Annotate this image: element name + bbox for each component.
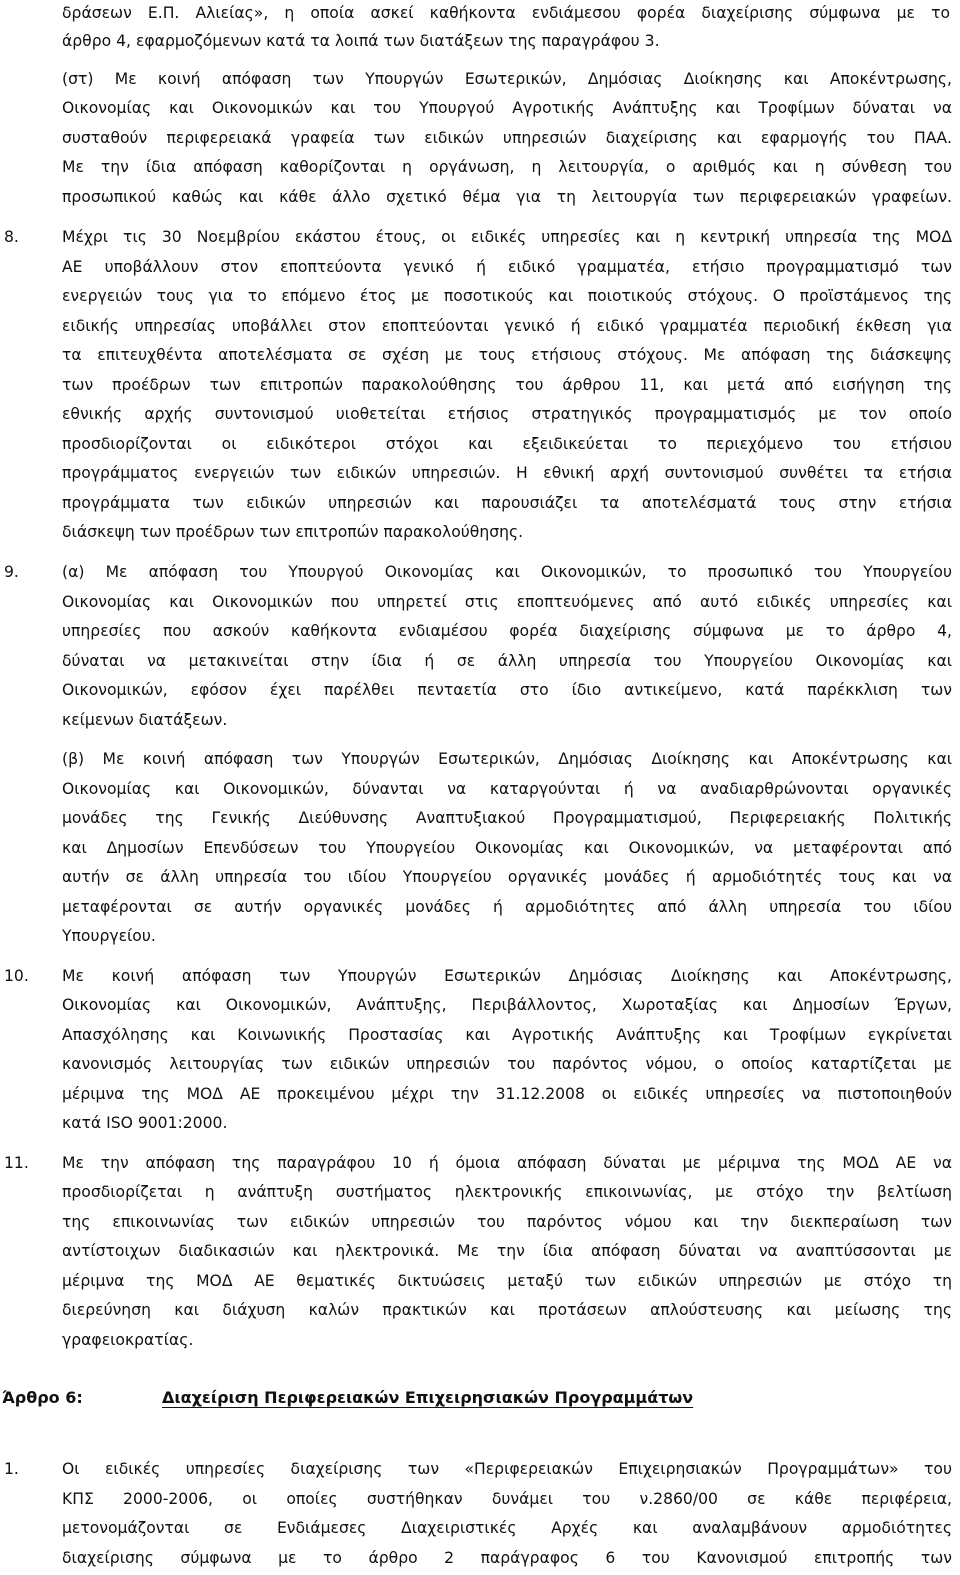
text-line: αυτήν σε άλλη υπηρεσία του ιδίου Υπουργείου οργανικές μονάδες ή αρμοδιότητές τους και να (62, 868, 952, 886)
item-number: 9. (4, 563, 19, 581)
text-line: Οικονομίας και Οικονομικών, δύνανται να καταργούνται ή να αναδιαρθρώνονται οργανικές (62, 780, 952, 798)
text-line: Οικονομίας και Οικονομικών που υπηρετεί στις εποπτευόμενες από αυτό ειδικές υπηρεσίες και (62, 593, 952, 611)
text-line: ΚΠΣ 2000-2006, οι οποίες συστήθηκαν δυνάμει του ν.2860/00 σε κάθε περιφέρεια, (62, 1490, 952, 1508)
text-line: των προέδρων των επιτροπών παρακολούθησης του άρθρου 11, και μετά από εισήγηση της (62, 376, 952, 394)
text-line: προγράμματος ενεργειών των ειδικών υπηρεσιών. Η εθνική αρχή συντονισμού συνθέτει τα ετήσια (62, 464, 952, 482)
text-line: ειδικής υπηρεσίας υποβάλλει στον εποπτεύονται γενικό ή ειδικό γραμματέα περιοδική έκθεση για (62, 317, 952, 335)
text-line: μέριμνα της ΜΟΔ ΑΕ θεματικές δικτυώσεις μεταξύ των ειδικών υπηρεσιών με στόχο τη (62, 1272, 952, 1290)
text-line: μονάδες της Γενικής Διεύθυνσης Αναπτυξιακού Προγραμματισμού, Περιφερειακής Πολιτικής (62, 809, 952, 827)
text-line: ΑΕ υποβάλλουν στον εποπτεύοντα γενικό ή ειδικό γραμματέα, ετήσιο προγραμματισμό των (62, 258, 952, 276)
text-line: κείμενων διατάξεων. (62, 711, 228, 729)
text-line: μεταφέρονται σε αυτήν οργανικές μονάδες ή αρμοδιότητες από άλλη υπηρεσία του ιδίου (62, 898, 952, 916)
text-line: (στ) Με κοινή απόφαση των Υπουργών Εσωτερικών, Δημόσιας Διοίκησης και Αποκέντρωσης, (62, 70, 952, 88)
text-line: ενεργειών τους για το επόμενο έτος με ποσοτικούς και ποιοτικούς στόχους. Ο προϊστάμενος της (62, 287, 952, 305)
text-line: προσδιορίζονται οι ειδικότεροι στόχοι και εξειδικεύεται το περιεχόμενο του ετήσιου (62, 435, 952, 453)
text-line: αντίστοιχων διαδικασιών και ηλεκτρονικά. Με την ίδια απόφαση δύναται να αναπτύσσονται με (62, 1242, 952, 1260)
text-line: διαχείρισης σύμφωνα με το άρθρο 2 παράγραφος 6 του Κανονισμού επιτροπής των (62, 1549, 952, 1567)
article-label: Άρθρο 6: (2, 1388, 83, 1407)
text-line: Με κοινή απόφαση των Υπουργών Εσωτερικών Δημόσιας Διοίκησης και Αποκέντρωσης, (62, 967, 952, 985)
text-line: Οικονομίας και Οικονομικών και του Υπουργού Αγροτικής Ανάπτυξης και Τροφίμων δύναται να (62, 99, 952, 117)
text-line: Με την ίδια απόφαση καθορίζονται η οργάνωση, η λειτουργία, ο αριθμός και η σύνθεση του (62, 158, 952, 176)
text-line: υπηρεσίες που ασκούν καθήκοντα ενδιαμέσου φορέα διαχείρισης σύμφωνα με το άρθρο 4, (62, 622, 952, 640)
text-line: Υπουργείου. (62, 927, 156, 945)
text-line: και Δημοσίων Επενδύσεων του Υπουργείου Οικονομίας και Οικονομικών, να μεταφέρονται από (62, 839, 952, 857)
text-line: γραφειοκρατίας. (62, 1331, 194, 1349)
article-title: Διαχείριση Περιφερειακών Επιχειρησιακών Προγραμμάτων (162, 1388, 694, 1407)
text-line: διερεύνηση και διάχυση καλών πρακτικών και προτάσεων απλούστευσης και μείωσης της (62, 1301, 952, 1319)
text-line: προγράμματα των ειδικών υπηρεσιών και παρουσιάζει τα αποτελέσματά τους στην ετήσια (62, 494, 952, 512)
item-number: 11. (4, 1154, 29, 1172)
text-line: τα επιτευχθέντα αποτελέσματα σε σχέση με τους ετήσιους στόχους. Με απόφαση της διάσκεψης (62, 346, 952, 364)
text-line: άρθρο 4, εφαρμοζόμενων κατά τα λοιπά των διατάξεων της παραγράφου 3. (62, 32, 660, 50)
text-line: δράσεων Ε.Π. Αλιείας», η οποία ασκεί καθήκοντα ενδιάμεσου φορέα διαχείρισης σύμφωνα με το (62, 4, 950, 22)
text-line: της επικοινωνίας των ειδικών υπηρεσιών του παρόντος νόμου και την διεκπεραίωση των (62, 1213, 952, 1231)
text-line: (α) Με απόφαση του Υπουργού Οικονομίας και Οικονομικών, το προσωπικό του Υπουργείου (62, 563, 952, 581)
text-line: κατά ISO 9001:2000. (62, 1114, 228, 1132)
text-line: διάσκεψη των προέδρων των επιτροπών παρακολούθησης. (62, 523, 524, 541)
text-line: Οικονομικών, εφόσον έχει παρέλθει πενταετία στο ίδιο αντικείμενο, κατά παρέκκλιση των (62, 681, 952, 699)
text-line: εθνικής αρχής συντονισμού υιοθετείται ετήσιος στρατηγικός προγραμματισμός με τον οποίο (62, 405, 952, 423)
text-line: (β) Με κοινή απόφαση των Υπουργών Εσωτερικών, Δημόσιας Διοίκησης και Αποκέντρωσης και (62, 750, 952, 768)
item-number: 1. (4, 1460, 19, 1478)
text-line: συσταθούν περιφερειακά γραφεία των ειδικών υπηρεσιών διαχείρισης και εφαρμογής του ΠΑΑ. (62, 129, 952, 147)
text-line: δύναται να μετακινείται στην ίδια ή σε άλλη υπηρεσία του Υπουργείου Οικονομίας και (62, 652, 952, 670)
item-number: 10. (4, 967, 29, 985)
text-line: προσωπικού καθώς και κάθε άλλο σχετικό θέμα για τη λειτουργία των περιφερειακών γραφείων. (62, 188, 952, 206)
text-line: κανονισμός λειτουργίας των ειδικών υπηρεσιών του παρόντος νόμου, ο οποίος καταρτίζεται με (62, 1055, 952, 1073)
text-line: Με την απόφαση της παραγράφου 10 ή όμοια απόφαση δύναται με μέριμνα της ΜΟΔ ΑΕ να (62, 1154, 952, 1172)
item-number: 8. (4, 228, 19, 246)
text-line: μέριμνα της ΜΟΔ ΑΕ προκειμένου μέχρι την 31.12.2008 οι ειδικές υπηρεσίες να πιστοποιηθούν (62, 1085, 952, 1103)
text-line: Οικονομίας και Οικονομικών, Ανάπτυξης, Περιβάλλοντος, Χωροταξίας και Δημοσίων Έργων, (62, 996, 952, 1014)
text-line: προσδιορίζεται η ανάπτυξη συστήματος ηλεκτρονικής επικοινωνίας, με στόχο την βελτίωση (62, 1183, 952, 1201)
text-line: Μέχρι τις 30 Νοεμβρίου εκάστου έτους, οι ειδικές υπηρεσίες και η κεντρική υπηρεσία της ΜΟΔ (62, 228, 952, 246)
text-line: Οι ειδικές υπηρεσίες διαχείρισης των «Περιφερειακών Επιχειρησιακών Προγραμμάτων» του (62, 1460, 952, 1478)
text-line: μετονομάζονται σε Ενδιάμεσες Διαχειριστικές Αρχές και αναλαμβάνουν αρμοδιότητες (62, 1519, 952, 1537)
text-line: Απασχόλησης και Κοινωνικής Προστασίας και Αγροτικής Ανάπτυξης και Τροφίμων εγκρίνεται (62, 1026, 952, 1044)
